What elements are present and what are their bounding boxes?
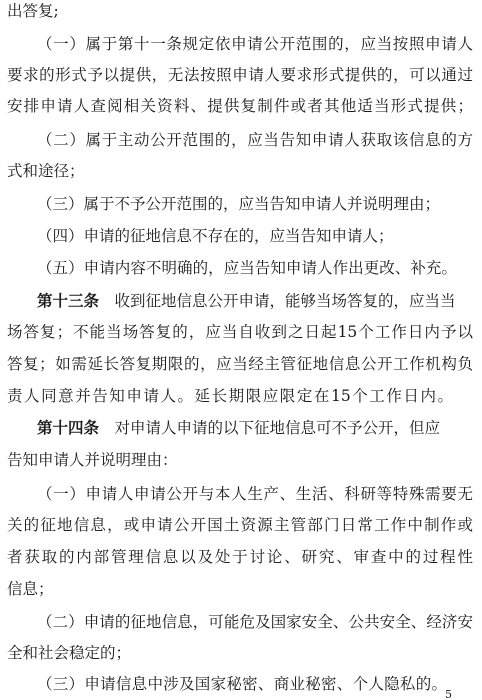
text-line: （一）申请人申请公开与本人生产、生活、科研等特殊需要无 xyxy=(37,485,473,503)
text-line: （五）申请内容不明确的，应当告知申请人作出更改、补充。 xyxy=(37,259,457,277)
text-line: （三）申请信息中涉及国家秘密、商业秘密、个人隐私的。 xyxy=(37,675,447,693)
text-line: 关的征地信息，或申请公开国土资源主管部门日常工作中制作或 xyxy=(7,516,473,534)
article-line xyxy=(37,291,473,311)
article-number: 第十三条 xyxy=(37,291,100,310)
text-line: 场答复；不能当场答复的，应当自收到之日起15个工作日内予以 xyxy=(7,323,473,341)
text-line: 式和途径； xyxy=(7,162,85,180)
text-line: 信息； xyxy=(7,580,54,598)
text-line: （二）属于主动公开范围的，应当告知申请人获取该信息的方 xyxy=(37,131,473,149)
text-line: 安排申请人查阅相关资料、提供复制件或者其他适当形式提供； xyxy=(7,97,473,115)
text-line: 答复；如需延长答复期限的，应当经主管征地信息公开工作机构负 xyxy=(7,355,473,373)
text-line: （一）属于第十一条规定依申请公开范围的，应当按照申请人 xyxy=(37,35,473,53)
article-text: 对申请人申请的以下征地信息可不予公开，但应 xyxy=(99,419,441,437)
article-line xyxy=(37,418,473,438)
article-text: 收到征地信息公开申请，能够当场答复的，应当当 xyxy=(99,292,456,310)
text-line: 要求的形式予以提供，无法按照申请人要求形式提供的，可以通过 xyxy=(7,66,473,84)
text-line: 责人同意并告知申请人。延长期限应限定在15个工作日内。 xyxy=(7,387,453,405)
page-number: 5 xyxy=(445,690,452,700)
text-line: 者获取的内部管理信息以及处于讨论、研究、审查中的过程性 xyxy=(7,548,473,566)
text-line: （四）申请的征地信息不存在的，应当告知申请人； xyxy=(37,227,394,245)
text-line: （三）属于不予公开范围的，应当告知申请人并说明理由； xyxy=(37,195,441,213)
text-line: 出答复; xyxy=(7,2,59,20)
text-line: 告知申请人并说明理由： xyxy=(7,451,178,469)
article-number: 第十四条 xyxy=(37,418,100,437)
text-line: （二）申请的征地信息，可能危及国家安全、公共安全、经济安 xyxy=(37,613,473,631)
text-line: 全和社会稳定的； xyxy=(7,644,132,662)
